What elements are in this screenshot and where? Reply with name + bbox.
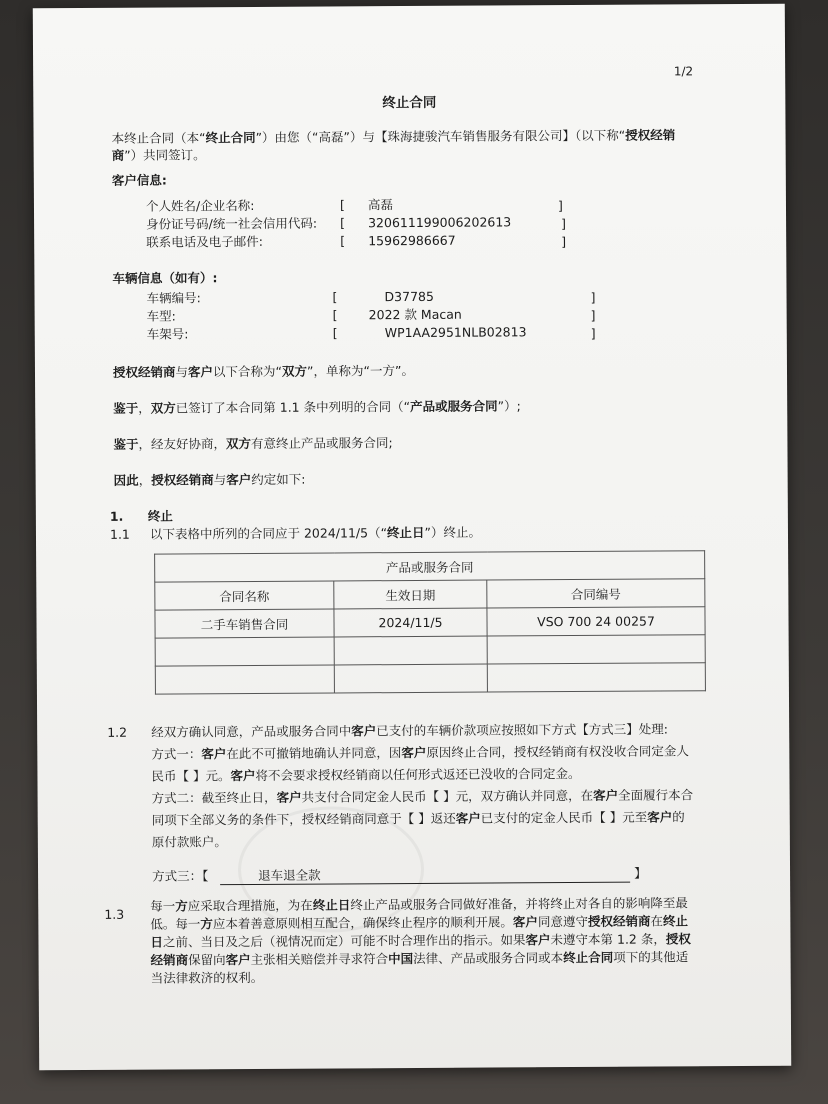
intro-line-1: 本终止合同（本“终止合同”）由您（“高磊”）与【珠海捷骏汽车销售服务有限公司】（以下称“授权经销 <box>111 127 676 146</box>
bracket-open: [ <box>339 197 345 213</box>
cell-contract-name <box>155 665 334 694</box>
bracket-open: [ <box>332 325 338 341</box>
bracket-open: [ <box>340 233 346 249</box>
document-page <box>33 4 791 1071</box>
vehicle-number-label: 车辆编号: <box>146 290 201 306</box>
clause-number-1-1: 1.1 <box>109 526 130 542</box>
contracts-table <box>154 550 706 694</box>
cell-effective-date <box>334 664 487 693</box>
header-effective-date: 生效日期 <box>334 580 487 609</box>
method-two-line-2: 同项下全部义务的条件下，授权经销商同意于【 】返还客户已支付的定金人民币【 】元至客户的 <box>151 809 685 828</box>
bracket-open: [ <box>332 289 338 305</box>
method-two-line-3: 原付款账户。 <box>151 834 227 850</box>
bracket-open: [ <box>332 307 338 323</box>
customer-contact-value: 15962986667 <box>368 232 456 249</box>
cell-effective-date: 2024/11/5 <box>334 608 487 637</box>
customer-name-value: 高磊 <box>367 197 394 213</box>
clause-1-3-line-2: 低。每一方应本着善意原则相互配合，确保终止程序的顺利开展。客户同意遵守授权经销商在终止 <box>150 913 689 932</box>
clause-1-3-line-1: 每一方应采取合理措施，为在终止日终止产品或服务合同做好准备，并将终止对各自的影响降至最 <box>150 895 688 914</box>
vehicle-number-value: D37785 <box>384 288 434 305</box>
table-row <box>155 607 705 638</box>
method-two-line-1: 方式二：截至终止日，客户共支付合同定金人民币【 】元，双方确认并同意，在客户全面履行本合 <box>151 787 694 806</box>
cell-contract-number <box>487 663 705 692</box>
vehicle-info-heading: 车辆信息（如有）: <box>112 270 218 286</box>
customer-name-label: 个人姓名/企业名称: <box>145 197 255 214</box>
clause-number-1-3: 1.3 <box>104 906 125 922</box>
bracket-close: ] <box>561 216 567 232</box>
section-heading: 终止 <box>147 508 173 524</box>
customer-info-heading: 客户信息: <box>111 172 167 188</box>
bracket-close: ] <box>557 198 563 214</box>
table-row <box>155 635 705 666</box>
customer-contact-label: 联系电话及电子邮件: <box>146 233 263 250</box>
header-contract-name: 合同名称 <box>155 581 334 610</box>
vehicle-vin-label: 车架号: <box>146 326 189 342</box>
method-three-blank <box>220 865 630 886</box>
cell-effective-date <box>334 636 487 665</box>
table-caption-row <box>155 551 705 582</box>
bracket-close: ] <box>590 307 596 323</box>
bracket-close: ] <box>590 325 596 341</box>
vehicle-vin-value: WP1AA2951NLB02813 <box>384 324 527 341</box>
customer-id-value: 320611199006202613 <box>368 214 512 231</box>
bracket-close: ] <box>590 289 596 305</box>
document-title: 终止合同 <box>382 94 437 112</box>
therefore-clause: 因此，授权经销商与客户约定如下: <box>113 471 306 488</box>
table-header-row <box>155 579 705 610</box>
method-three-close: 】 <box>634 865 647 881</box>
parties-clause: 授权经销商与客户以下合称为“双方”，单称为“一方”。 <box>112 362 415 380</box>
method-three-label: 方式三：【 <box>152 868 209 884</box>
clause-1-3-line-4: 经销商保留向客户主张相关赔偿并寻求符合中国法律、产品或服务合同或本终止合同项下的其他适 <box>150 949 689 968</box>
whereas-clause-2: 鉴于，经友好协商，双方有意终止产品或服务合同; <box>113 435 393 452</box>
whereas-clause-1: 鉴于，双方已签订了本合同第 1.1 条中列明的合同（“产品或服务合同”）; <box>113 398 521 416</box>
method-one-line-2: 民币【 】元。客户将不会要求授权经销商以任何形式返还已没收的合同定金。 <box>151 765 581 784</box>
bracket-close: ] <box>561 234 567 250</box>
clause-number-1-2: 1.2 <box>107 724 128 740</box>
method-three-value: 退车退全款 <box>258 867 321 883</box>
clause-1-1-text: 以下表格中所列的合同应于 2024/11/5（“终止日”）终止。 <box>149 524 482 542</box>
table-row <box>155 663 705 694</box>
intro-line-2: 商”）共同签订。 <box>111 147 206 163</box>
bracket-open: [ <box>340 215 346 231</box>
vehicle-model-value: 2022 款 Macan <box>368 306 462 323</box>
header-contract-number: 合同编号 <box>487 579 705 608</box>
cell-contract-name: 二手车销售合同 <box>155 609 334 638</box>
customer-id-label: 身份证号码/统一社会信用代码: <box>146 215 318 232</box>
cell-contract-name <box>155 637 334 666</box>
page-number: 1/2 <box>673 64 694 79</box>
clause-1-2-line-1: 经双方确认同意，产品或服务合同中客户已支付的车辆价款项应按照如下方式【方式三】处理: <box>151 721 668 740</box>
cell-contract-number <box>487 635 705 664</box>
vehicle-model-label: 车型: <box>146 308 176 324</box>
clause-1-3-line-3: 日之前、当日及之后（视情况而定）可能不时合理作出的指示。如果客户未遵守本第 1.2 条，授权 <box>150 931 691 950</box>
method-one-line-1: 方式一：客户在此不可撤销地确认并同意，因客户原因终止合同，授权经销商有权没收合同定金人 <box>151 743 689 762</box>
cell-contract-number: VSO 700 24 00257 <box>487 607 705 636</box>
table-caption: 产品或服务合同 <box>155 551 705 582</box>
section-number: 1. <box>109 508 124 524</box>
clause-1-3-line-5: 当法律救济的权利。 <box>150 969 264 986</box>
